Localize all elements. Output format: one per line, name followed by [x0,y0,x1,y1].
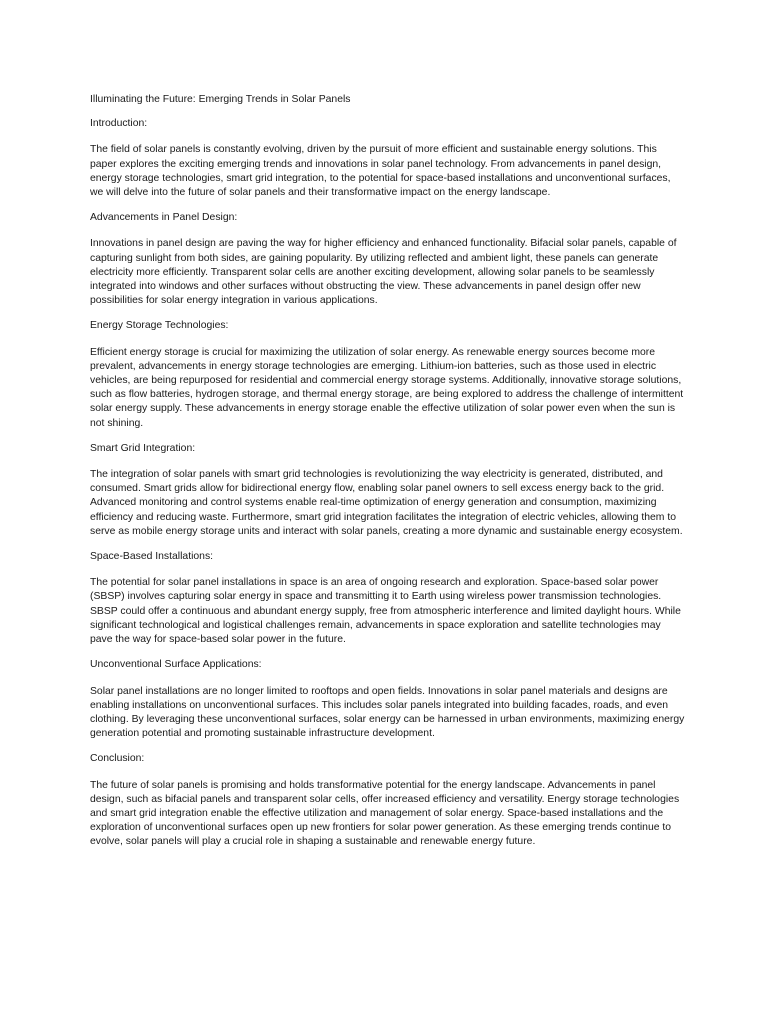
section-body-space-based: The potential for solar panel installations in space is an area of ongoing research and exploration. Space-based solar power (SBSP) involves capturing solar energy in space and transmitting it to Earth using wireless power transmission technologies. SBSP could offer a continuous and abundant energy supply, free from atmospheric interference and limited daylight hours. While significant technological and logistical challenges remain, advancements in space exploration and satellite technologies may pave the way for space-based solar power in the future. [90,577,681,646]
section-heading-unconventional: Unconventional Surface Applications: [90,659,262,671]
section-heading-introduction: Introduction: [90,118,148,130]
section-heading-smart-grid: Smart Grid Integration: [90,442,196,454]
document-title: Illuminating the Future: Emerging Trends in Solar Panels [90,94,351,105]
section-body-unconventional: Solar panel installations are no longer limited to rooftops and open fields. Innovations in solar panel materials and designs are enabling installations on unconventional surfaces. This includes solar panels integrated into building facades, roads, and even clothing. By leveraging these unconventional surfaces, solar energy can be harnessed in urban environments, maximizing energy generation potential and promoting sustainable infrastructure development. [90,685,685,740]
section-body-panel-design: Innovations in panel design are paving the way for higher efficiency and enhanced functionality. Bifacial solar panels, capable of capturing sunlight from both sides, are gaining popularity. By utilizing reflected and ambient light, these panels can generate electricity more efficiently. Transparent solar cells are another exciting development, allowing solar panels to be seamlessly integrated into windows and other surfaces without obstructing the view. These advancements in panel design offer new possibilities for solar energy integration in various applications. [90,238,677,307]
section-heading-energy-storage: Energy Storage Technologies: [90,320,229,332]
section-body-smart-grid: The integration of solar panels with smart grid technologies is revolutionizing the way electricity is generated, distributed, and consumed. Smart grids allow for bidirectional energy flow, enabling solar panel owners to sell excess energy back to the grid. Advanced monitoring and control systems enable real-time optimization of energy generation and consumption, maximizing efficiency and reducing waste. Furthermore, smart grid integration facilitates the integration of electric vehicles, allowing them to serve as mobile energy storage units and interact with solar panels, creating a more dynamic and sustainable energy ecosystem. [90,469,683,537]
section-body-energy-storage: Efficient energy storage is crucial for maximizing the utilization of solar energy. As renewable energy sources become more prevalent, advancements in energy storage technologies are emerging. Lithium-ion batteries, such as those used in electric vehicles, are being repurposed for residential and commercial energy storage systems. Additionally, innovative storage solutions, such as flow batteries, hydrogen storage, and thermal energy storage, are being explored to address the challenge of intermittent solar energy supply. These advancements in energy storage enable the effective utilization of solar power even when the sun is not shining. [90,346,684,429]
section-heading-space-based: Space-Based Installations: [90,551,214,563]
section-heading-conclusion: Conclusion: [90,753,145,765]
section-body-introduction: The field of solar panels is constantly evolving, driven by the pursuit of more efficient and sustainable energy solutions. This paper explores the exciting emerging trends and innovations in solar panel technology. From advancements in panel design, energy storage technologies, smart grid integration, to the potential for space-based installations and unconventional surfaces, we will delve into the future of solar panels and their transformative impact on the energy landscape. [90,144,671,199]
document-page [90,93,686,861]
section-heading-panel-design: Advancements in Panel Design: [90,212,238,224]
section-body-conclusion: The future of solar panels is promising and holds transformative potential for the energy landscape. Advancements in panel design, such as bifacial panels and transparent solar cells, offer increased efficiency and versatility. Energy storage technologies and smart grid integration enable the effective utilization and management of solar energy. Space-based installations and the exploration of unconventional surfaces open up new frontiers for solar power generation. As these emerging trends continue to evolve, solar panels will play a crucial role in shaping a sustainable and renewable energy future. [90,779,680,848]
